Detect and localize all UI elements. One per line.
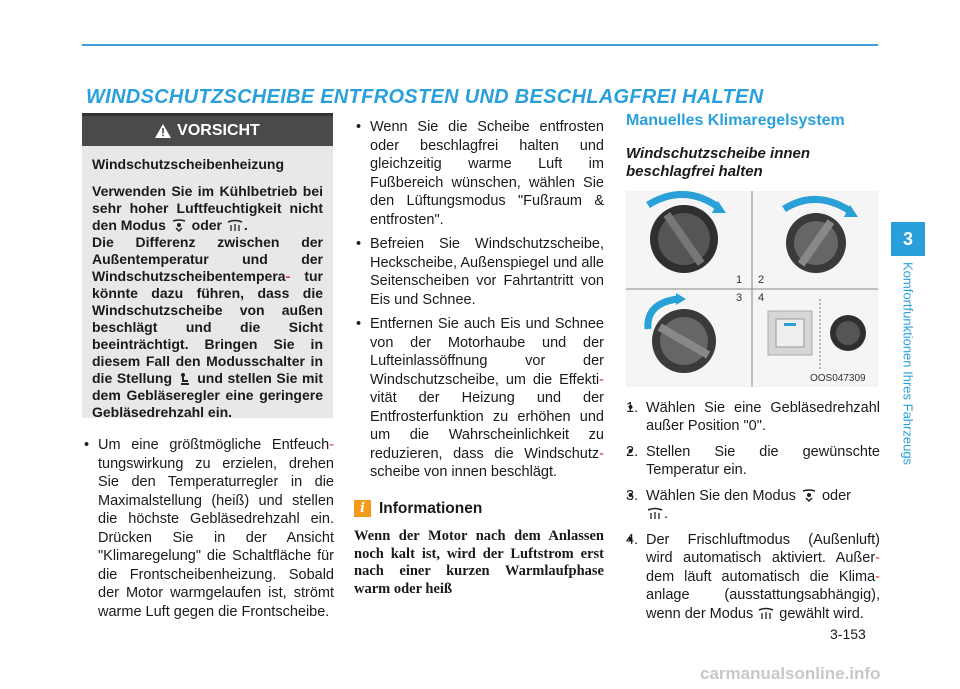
floor-defrost-mode-icon	[170, 219, 188, 233]
figure-label-3: 3	[736, 291, 743, 304]
floor-defrost-mode-icon	[800, 489, 818, 503]
caution-text-c: tur könnte dazu führen, dass die Windschutzscheibe von außen beschlägt und die Sicht beeinträchtigt. Bringen Sie in diesem Fall den Modusschalter in die Stellung	[92, 268, 323, 386]
bullet-text-a: Um eine größtmögliche Entfeuch	[98, 437, 330, 453]
info-title: Informationen	[379, 499, 483, 517]
column-2	[354, 118, 604, 598]
list-item	[354, 315, 604, 482]
page-number: 3-153	[830, 626, 866, 642]
climate-control-illustration	[626, 191, 878, 387]
caution-text-d: und stellen Sie mit dem Gebläseregler eine geringere Gebläsedrehzahl ein.	[92, 370, 324, 420]
section-title: WINDSCHUTZSCHEIBE ENTFROSTEN UND BESCHLAGFREI HALTEN	[86, 86, 764, 108]
info-header	[354, 500, 604, 519]
figure-label-2: 2	[758, 273, 765, 286]
caution-body	[82, 146, 333, 421]
step-text-c: anlage (ausstattungsabhängig), wenn der Modus	[646, 587, 880, 622]
caution-header-label: VORSICHT	[177, 122, 260, 139]
list-item	[626, 487, 880, 524]
step-or: oder	[821, 487, 852, 504]
caution-box	[82, 113, 333, 418]
defrost-mode-icon	[757, 607, 775, 621]
column-1-text	[82, 436, 334, 627]
step-text-d: gewählt wird.	[779, 605, 864, 622]
bullet3-text-b: vität der Heizung und der Entfrosterfunktion zu erhöhen und um die Wahrscheinlichkeit zu reduzieren, dass die Windschutz	[370, 390, 604, 462]
climate-control-figure	[626, 191, 878, 387]
step-number: • 1.	[626, 399, 639, 416]
hyphen: -	[599, 371, 604, 388]
list-item: • Befreien Sie Windschutzscheibe, Heckscheibe, Außenspiegel und alle Seitenscheiben vor Fahrtantritt von Eis und Schnee.	[354, 235, 604, 309]
caution-dot: .	[243, 217, 248, 233]
info-text: Wenn der Motor nach dem Anlassen noch kalt ist, wird der Luftstrom erst nach einer kurzen Warmlaufphase warm oder heiß	[354, 528, 604, 597]
step-number: • 2.	[626, 443, 639, 460]
caution-text-a: Verwenden Sie im Kühlbetrieb bei sehr hoher Luftfeuchtigkeit nicht den Modus	[92, 183, 323, 233]
caution-or: oder	[191, 217, 223, 233]
figure-label-1: 1	[736, 273, 743, 286]
step-dot: .	[664, 506, 669, 522]
column-3	[626, 112, 880, 630]
list-item	[626, 399, 880, 436]
caution-title: Windschutzscheibenheizung	[92, 156, 284, 172]
caution-text-b: Die Differenz zwischen der Außentemperatur und der Windschutzscheibentempera	[92, 234, 323, 284]
list-item	[82, 436, 334, 621]
bullet-text-b: tungswirkung zu erzielen, drehen Sie den Temperaturregler in die Maximalstellung (heiß) und stellen die höchste Gebläsedrehzahl ein. Drücken Sie in der Ansicht "Klimaregelung" die Schaltfläche für die Frontscheibenheizung. Sobald der Motor warmgelaufen ist, strömt warme Luft gegen die Frontscheibe.	[98, 455, 334, 620]
defrost-mode-icon	[646, 507, 664, 521]
hyphen: -	[875, 568, 880, 585]
chapter-tab: 3	[891, 222, 925, 256]
heading-manual-climate: Manuelles Klimaregelsystem	[626, 112, 845, 129]
caution-paragraph	[92, 183, 323, 421]
caution-hyphen: -	[285, 268, 291, 284]
warning-triangle-icon	[155, 124, 171, 138]
figure-code: OOS047309	[810, 372, 866, 384]
bullet3-text-c: scheibe von innen beschlägt.	[370, 464, 558, 480]
list-item	[626, 531, 880, 624]
chapter-side-title: Komfortfunktionen Ihres Fahrzeugs	[900, 262, 916, 466]
list-item	[626, 443, 880, 480]
caution-header	[82, 116, 333, 146]
list-item: • Wenn Sie die Scheibe entfrosten oder beschlagfrei halten und gleichzeitig warme Luft im Fußbereich wünschen, wählen Sie den Lüftungsmodus "Fußraum & entfrosten".	[354, 118, 604, 229]
hyphen: -	[329, 437, 334, 453]
step-text: Wählen Sie den Modus	[646, 487, 796, 504]
defrost-mode-icon	[226, 219, 244, 233]
floor-mode-icon	[177, 372, 193, 386]
step-text-a: Der Frischluftmodus (Außenluft) wird automatisch aktiviert. Außer	[646, 531, 880, 566]
top-rule	[82, 44, 878, 46]
hyphen: -	[599, 445, 604, 462]
watermark: carmanualsonline.info	[700, 664, 881, 683]
step-text: Wählen Sie eine Gebläsedrehzahl außer Position "0".	[646, 399, 880, 434]
step-text: Stellen Sie die gewünschte Temperatur ein.	[646, 443, 880, 478]
step-number: • 4.	[626, 531, 639, 548]
info-icon: i	[354, 500, 371, 517]
step-text-b: dem läuft automatisch die Klima	[646, 568, 876, 585]
hyphen: -	[875, 550, 880, 566]
figure-label-4: 4	[758, 291, 765, 304]
subheading-defog: Windschutzscheibe innen beschlagfrei halten	[626, 144, 811, 180]
step-number: • 3.	[626, 487, 639, 504]
bullet3-text-a: Entfernen Sie auch Eis und Schnee von der Motorhaube und der Lufteinlassöffnung vor der Windschutzscheibe, um die Effekti	[370, 316, 604, 388]
